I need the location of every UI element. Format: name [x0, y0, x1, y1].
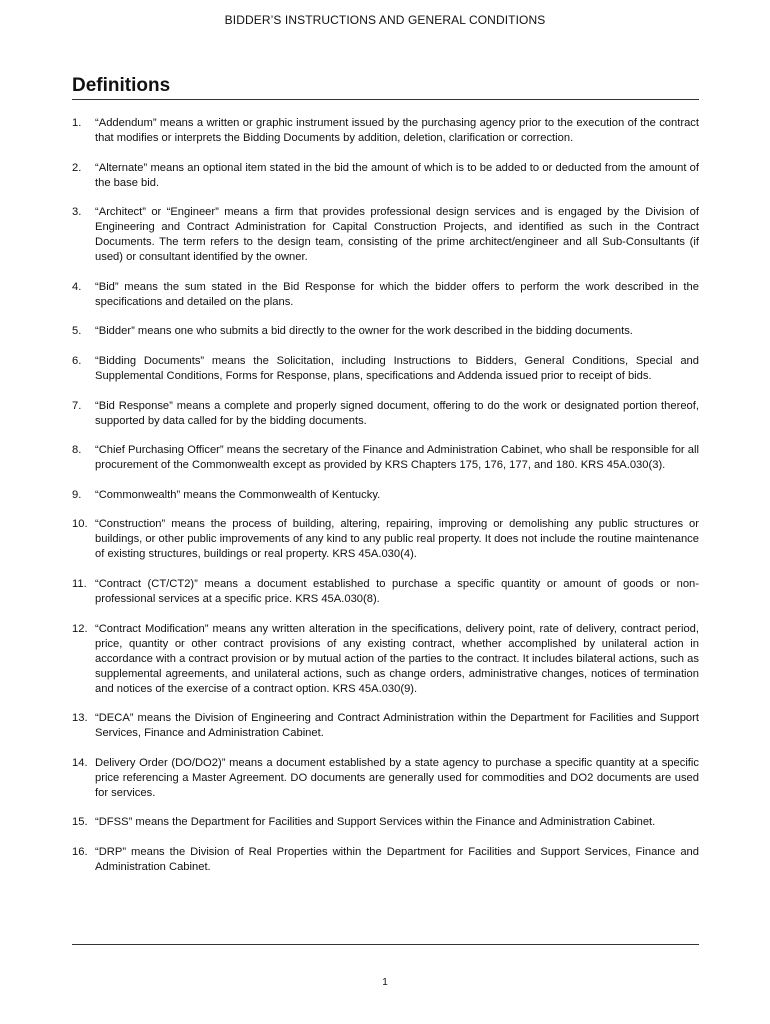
- definition-item: [72, 517, 699, 562]
- footer-divider: [72, 944, 699, 945]
- definition-item: [72, 399, 699, 429]
- definition-text: “Construction” means the process of building, altering, repairing, improving or demolishing any public structures or buildings, or other public improvements of any kind to any public real property. It does not include the routine maintenance of existing structures, buildings or real property. KRS 45A.030(4).: [95, 518, 699, 561]
- definition-item: [72, 280, 699, 310]
- definition-text: “DRP” means the Division of Real Properties within the Department for Facilities and Support Services, Finance and Administration Cabinet.: [95, 845, 699, 873]
- definition-text: “Contract (CT/CT2)” means a document established to purchase a specific quantity or amount of goods or non-professional services at a specific price. KRS 45A.030(8).: [95, 577, 699, 605]
- definition-item: [72, 116, 699, 146]
- definition-number: 13.: [72, 712, 88, 725]
- definition-number: 9.: [72, 488, 82, 501]
- definition-text: “Commonwealth” means the Commonwealth of Kentucky.: [95, 488, 381, 501]
- definition-text: “Alternate” means an optional item stated in the bid the amount of which is to be added to or deducted from the amount of the base bid.: [95, 161, 699, 189]
- definition-number: 16.: [72, 845, 88, 858]
- definition-number: 3.: [72, 206, 82, 219]
- definition-item: [72, 205, 699, 265]
- definition-number: 14.: [72, 756, 88, 769]
- definition-number: 12.: [72, 622, 88, 635]
- definition-number: 7.: [72, 399, 82, 412]
- definition-item: [72, 577, 699, 607]
- definition-text: Delivery Order (DO/DO2)” means a document established by a state agency to purchase a specific quantity at a specific price referencing a Master Agreement. DO documents are generally used for commodities and DO2 documents are used for services.: [95, 756, 699, 799]
- definition-item: [72, 815, 699, 830]
- definition-number: 10.: [72, 518, 88, 531]
- definition-item: [72, 756, 699, 801]
- definition-number: 8.: [72, 444, 82, 457]
- definition-number: 15.: [72, 816, 88, 829]
- definition-text: “DECA” means the Division of Engineering and Contract Administration within the Department for Facilities and Support Services, Finance and Administration Cabinet.: [95, 712, 699, 740]
- definition-number: 6.: [72, 354, 82, 367]
- definition-number: 5.: [72, 325, 82, 338]
- definition-text: “Bidder” means one who submits a bid directly to the owner for the work described in the bidding documents.: [95, 325, 633, 338]
- definition-text: “Architect” or “Engineer” means a firm that provides professional design services and is engaged by the Division of Engineering and Contract Administration for Capital Construction Projects, and identified as such in the Contract Documents. The term refers to the design team, consisting of the prime architect/engineer and all Sub-Consultants (if used) or consultant identified by the owner.: [95, 206, 699, 264]
- page-number: 1: [382, 977, 388, 988]
- definition-text: “Bidding Documents” means the Solicitation, including Instructions to Bidders, General Conditions, Special and Supplemental Conditions, Forms for Response, plans, specifications and Addenda issued prior to receipt of bids.: [95, 354, 699, 382]
- title-divider: [72, 99, 699, 100]
- section-title: Definitions: [72, 75, 171, 96]
- definition-item: [72, 443, 699, 473]
- definition-item: [72, 354, 699, 384]
- definition-text: “Addendum” means a written or graphic instrument issued by the purchasing agency prior to the execution of the contract that modifies or interprets the Bidding Documents by addition, deletion, clarification or correction.: [95, 117, 699, 144]
- definition-text: “Bid” means the sum stated in the Bid Response for which the bidder offers to perform the work described in the specifications and detailed on the plans.: [95, 280, 699, 308]
- definition-text: “Chief Purchasing Officer” means the secretary of the Finance and Administration Cabinet, who shall be responsible for all procurement of the Commonwealth except as provided by KRS Chapters 175, 176, 177, and 180. KRS 45A.030(3).: [95, 444, 699, 472]
- running-header: BIDDER’S INSTRUCTIONS AND GENERAL CONDITIONS: [224, 13, 546, 27]
- definitions-list: [72, 116, 699, 890]
- definition-item: [72, 488, 699, 503]
- definition-number: 1.: [72, 117, 82, 129]
- definition-text: “Bid Response” means a complete and properly signed document, offering to do the work or designated portion thereof, supported by data called for by the bidding documents.: [95, 399, 699, 427]
- definition-text: “Contract Modification” means any written alteration in the specifications, delivery point, rate of delivery, contract period, price, quantity or other contract provisions of any existing contract, whether accomplished by unilateral action in accordance with a contract provision or by mutual action of the parties to the contract. It includes bilateral actions, such as supplemental agreements, and unilateral actions, such as change orders, administrative changes, notices of termination and notices of the exercise of a contract option. KRS 45A.030(9).: [95, 622, 699, 695]
- definition-number: 4.: [72, 280, 82, 293]
- definition-text: “DFSS” means the Department for Facilities and Support Services within the Finance and Administration Cabinet.: [95, 816, 656, 829]
- definition-item: [72, 711, 699, 741]
- definition-number: 2.: [72, 161, 82, 174]
- definition-item: [72, 622, 699, 697]
- definition-item: [72, 324, 699, 339]
- definition-item: [72, 161, 699, 191]
- definition-number: 11.: [72, 577, 87, 590]
- definition-item: [72, 845, 699, 875]
